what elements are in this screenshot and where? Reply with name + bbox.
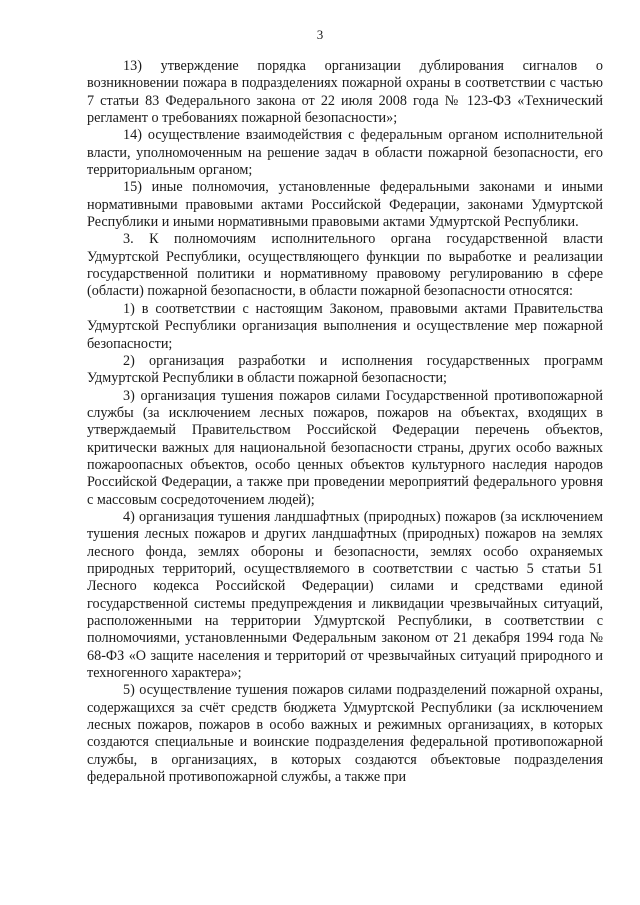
document-body: [87, 58, 603, 786]
paragraph-item-13: 13) утверждение порядка организации дублирования сигналов о возникновении пожара в подразделениях пожарной охраны в соответствии с частью 7 статьи 83 Федерального закона от 22 июля 2008 года № 123-ФЗ «Технический регламент о требованиях пожарной безопасности»;: [87, 58, 603, 127]
paragraph-item-14: 14) осуществление взаимодействия с федеральным органом исполнительной власти, уполномоченным на решение задач в области пожарной безопасности, его территориальным органом;: [87, 127, 603, 179]
paragraph-section-3: 3. К полномочиям исполнительного органа государственной власти Удмуртской Республики, осуществляющего функции по выработке и реализации государственной политики и нормативному правовому регулированию в сфере (области) пожарной безопасности, в области пожарной безопасности относятся:: [87, 231, 603, 300]
paragraph-subitem-2: 2) организация разработки и исполнения государственных программ Удмуртской Республики в области пожарной безопасности;: [87, 352, 603, 387]
paragraph-subitem-3: 3) организация тушения пожаров силами Государственной противопожарной службы (за исключением лесных пожаров, пожаров на объектах, входящих в утверждаемый Правительством Российской Федерации перечень объектов, критически важных для национальной безопасности страны, других особо важных пожароопасных объектов, особо ценных объектов культурного наследия народов Российской Федерации, а также при проведении мероприятий федерального уровня с массовым сосредоточением людей);: [87, 387, 603, 508]
paragraph-subitem-5: 5) осуществление тушения пожаров силами подразделений пожарной охраны, содержащихся за счёт средств бюджета Удмуртской Республики (за исключением лесных пожаров, пожаров в особо важных и режимных организациях, в которых создаются специальные и воинские подразделения федеральной противопожарной службы, в организациях, в которых создаются объектовые подразделения федеральной противопожарной службы, а также при: [87, 682, 603, 786]
page-number: 3: [316, 27, 324, 42]
paragraph-item-15: 15) иные полномочия, установленные федеральными законами и иными нормативными правовыми актами Российской Федерации, законами Удмуртской Республики и иными нормативными правовыми актами Удмуртской Республики.: [87, 179, 603, 231]
paragraph-subitem-1: 1) в соответствии с настоящим Законом, правовыми актами Правительства Удмуртской Республики организация выполнения и осуществление мер пожарной безопасности;: [87, 300, 603, 352]
paragraph-subitem-4: 4) организация тушения ландшафтных (природных) пожаров (за исключением тушения лесных пожаров и других ландшафтных (природных) пожаров на землях лесного фонда, землях обороны и безопасности, землях особо охраняемых природных территорий, осуществляемого в соответствии с частью 5 статьи 51 Лесного кодекса Российской Федерации) силами и средствами единой государственной системы предупреждения и ликвидации чрезвычайных ситуаций, расположенными на территории Удмуртской Республики, в соответствии с полномочиями, установленными Федеральным законом от 21 декабря 1994 года № 68-ФЗ «О защите населения и территорий от чрезвычайных ситуаций природного и техногенного характера»;: [87, 508, 603, 682]
